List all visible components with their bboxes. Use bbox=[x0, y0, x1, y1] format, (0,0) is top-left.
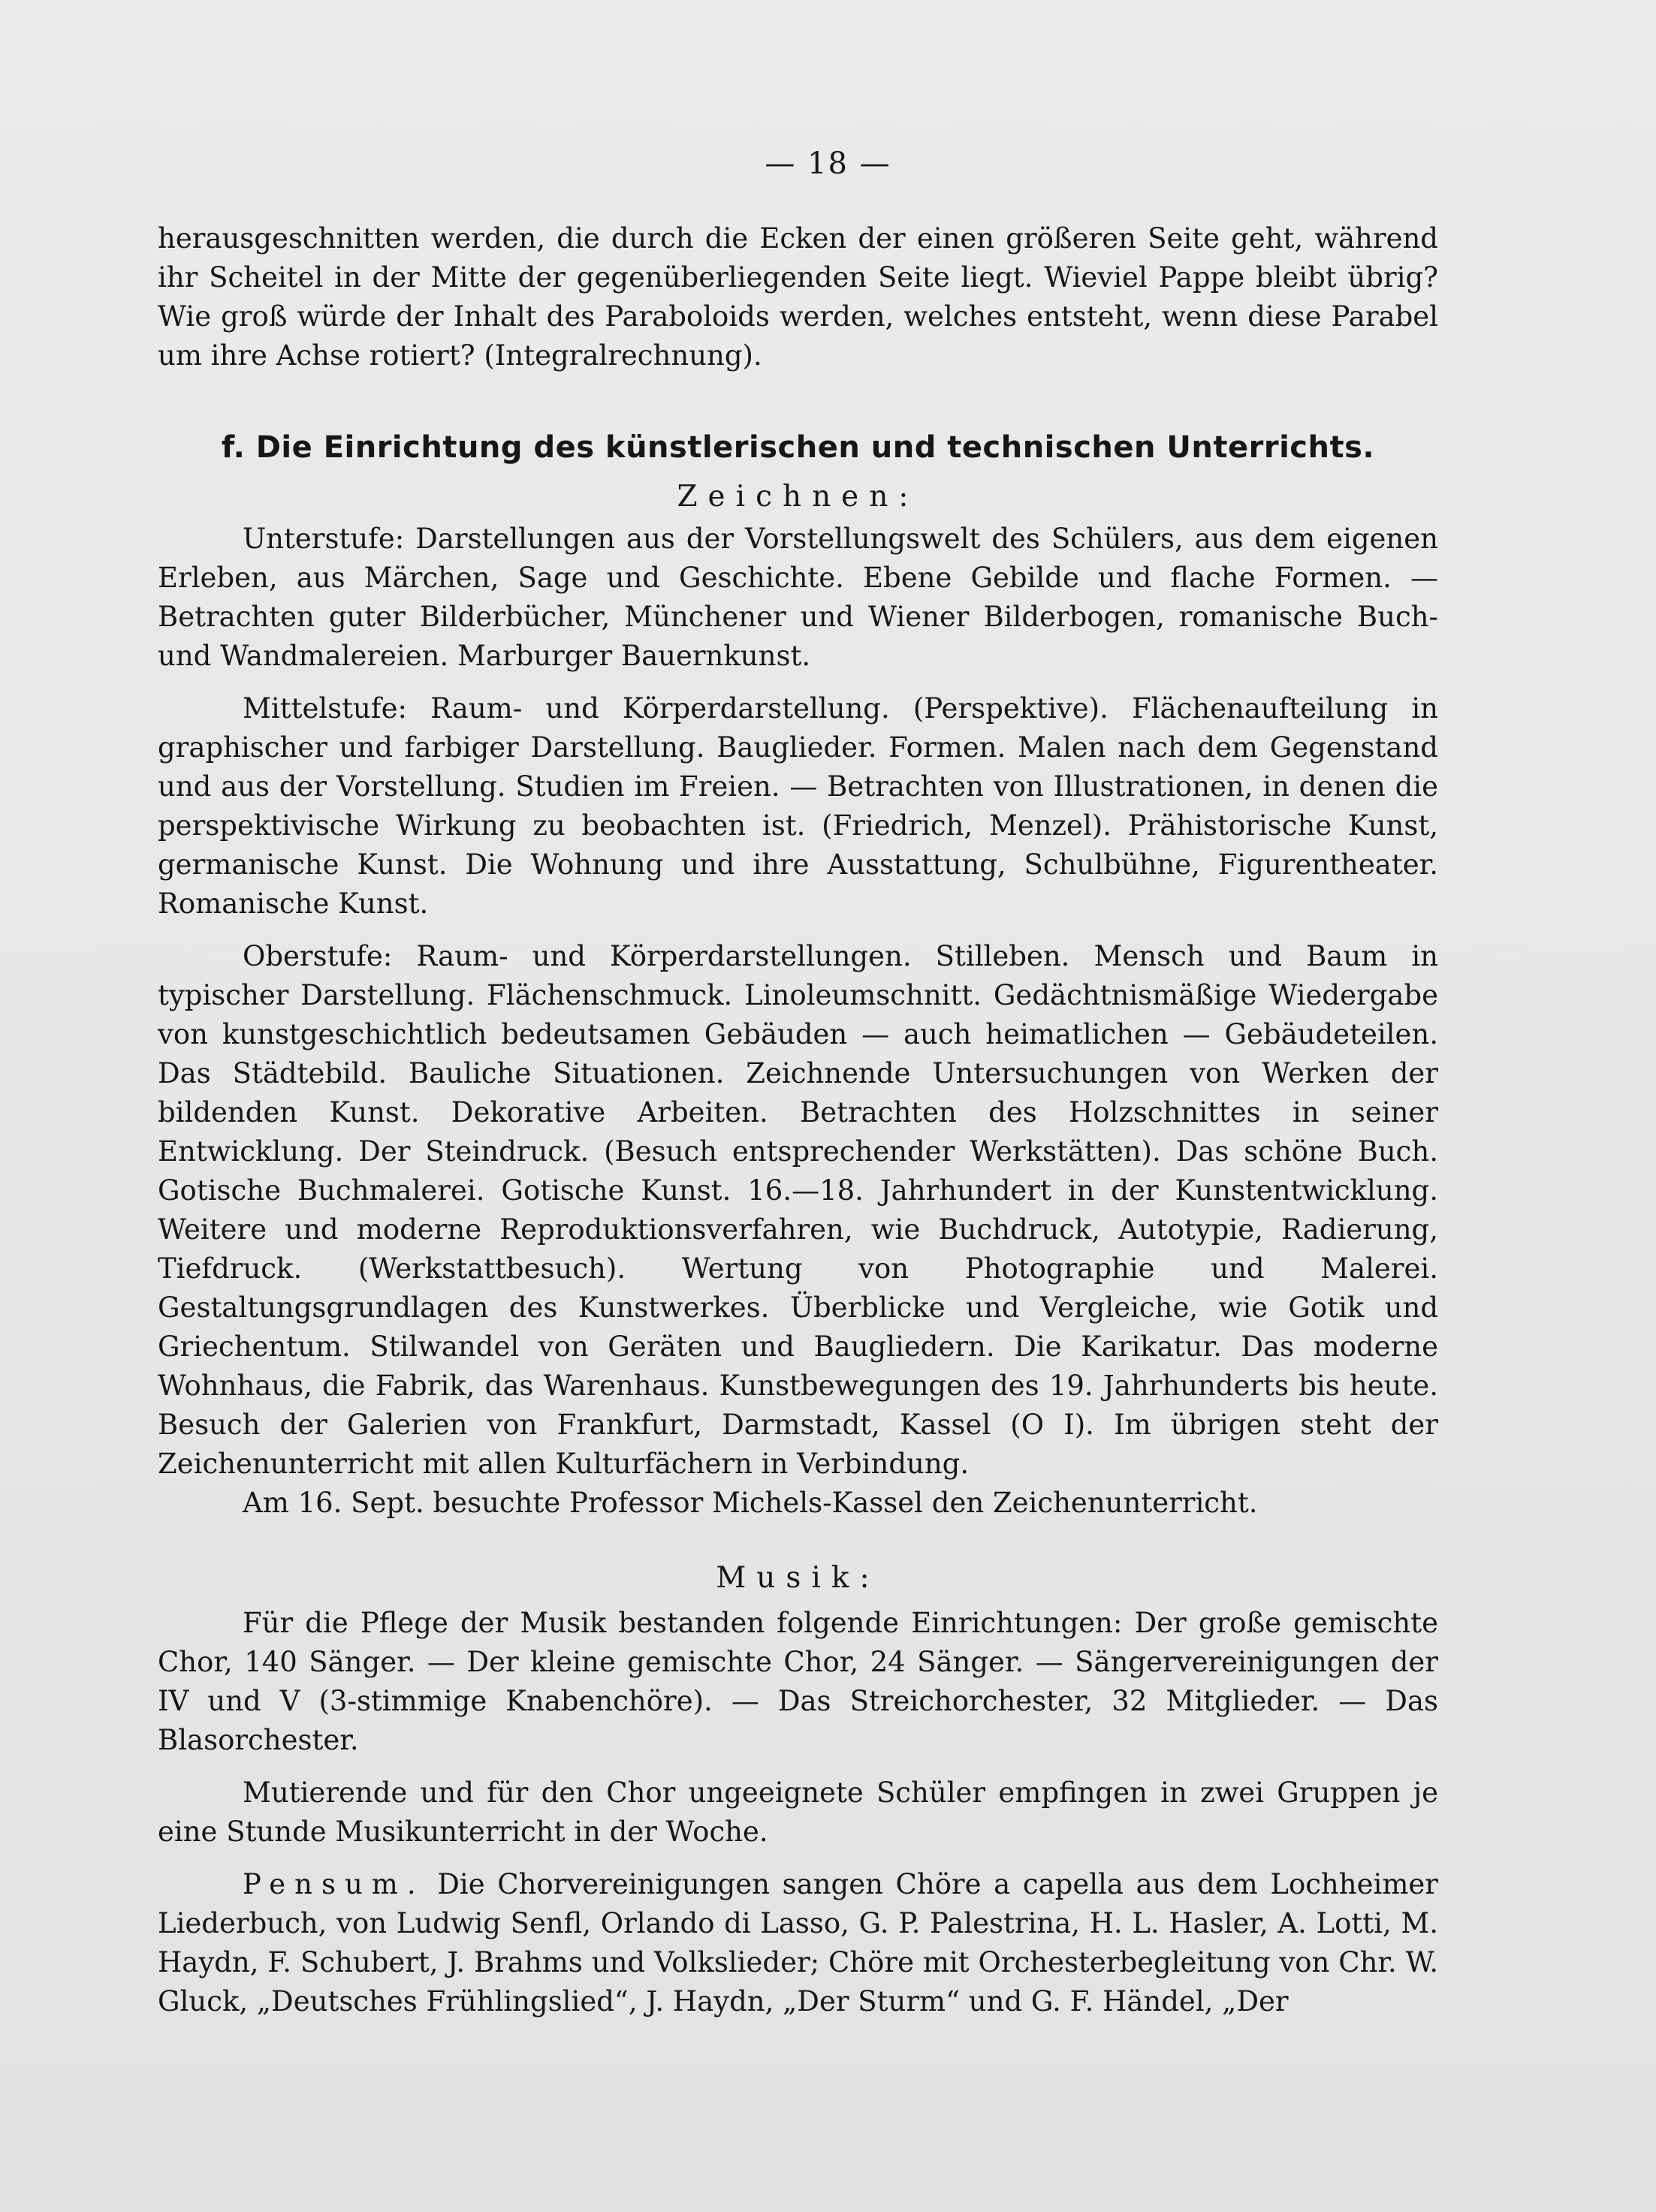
unterstufe-paragraph: Unterstufe: Darstellungen aus der Vorstellungswelt des Schülers, aus dem eigenen Erleben, aus Märchen, Sage und Geschichte. Ebene Gebilde und flache Formen. — Betrachten guter Bilderbücher, Münchener und Wiener Bilderbogen, romanische Buch- und Wandmalereien. Marburger Bauernkunst. bbox=[158, 523, 1438, 672]
musik-einrichtungen-paragraph: Für die Pflege der Musik bestanden folgende Einrichtungen: Der große gemischte Chor, 140 Sänger. — Der kleine gemischte Chor, 24 Sänger. — Sängervereinigungen der IV und V (3-stimmige Knabenchöre). — Das Streichorchester, 32 Mitglieder. — Das Blasorchester. bbox=[158, 1607, 1438, 1756]
besuch-paragraph: Am 16. Sept. besuchte Professor Michels-Kassel den Zeichenunterricht. bbox=[243, 1487, 1258, 1519]
mutierende-paragraph: Mutierende und für den Chor ungeeignete Schüler empfingen in zwei Gruppen je eine Stunde Musikunterricht in der Woche. bbox=[158, 1777, 1438, 1848]
musik-heading: Musik: bbox=[716, 1561, 880, 1595]
page-number: — 18 — bbox=[765, 146, 891, 181]
pensum-text: Die Chorvereinigungen sangen Chöre a capella aus dem Lochheimer Liederbuch, von Ludwig Senfl, Orlando di Lasso, G. P. Palestrina, H. L. Hasler, A. Lotti, M. Haydn, F. Schubert, J. Brahms und Volkslieder; Chöre mit Orchesterbegleitung von Chr. W. Gluck, „Deutsches Frühlingslied“, J. Haydn, „Der Sturm“ und G. F. Händel, „Der bbox=[158, 1868, 1438, 2018]
page-body bbox=[158, 219, 1438, 2021]
section-heading: f. Die Einrichtung des künstlerischen und technischen Unterrichts. bbox=[221, 430, 1375, 465]
pensum-label: Pensum. bbox=[243, 1868, 425, 1900]
mittelstufe-paragraph: Mittelstufe: Raum- und Körperdarstellung. (Perspektive). Flächenaufteilung in graphischer und farbiger Darstellung. Bauglieder. Formen. Malen nach dem Gegenstand und aus der Vorstellung. Studien im Freien. — Betrachten von Illustrationen, in denen die perspektivische Wirkung zu beobachten ist. (Friedrich, Menzel). Prähistorische Kunst, germanische Kunst. Die Wohnung und ihre Ausstattung, Schulbühne, Figurentheater. Romanische Kunst. bbox=[158, 692, 1438, 920]
oberstufe-paragraph: Oberstufe: Raum- und Körperdarstellungen. Stilleben. Mensch und Baum in typischer Darstellung. Flächenschmuck. Linoleumschnitt. Gedächtnismäßige Wiedergabe von kunstgeschichtlich bedeutsamen Gebäuden — auch heimatlichen — Gebäudeteilen. Das Städtebild. Bauliche Situationen. Zeichnende Untersuchungen von Werken der bildenden Kunst. Dekorative Arbeiten. Betrachten des Holzschnittes in seiner Entwicklung. Der Steindruck. (Besuch entsprechender Werkstätten). Das schöne Buch. Gotische Buchmalerei. Gotische Kunst. 16.—18. Jahrhundert in der Kunstentwicklung. Weitere und moderne Reproduktionsverfahren, wie Buchdruck, Autotypie, Radierung, Tiefdruck. (Werkstattbesuch). Wertung von Photographie und Malerei. Gestaltungsgrundlagen des Kunstwerkes. Überblicke und Vergleiche, wie Gotik und Griechentum. Stilwandel von Geräten und Baugliedern. Die Karikatur. Das moderne Wohnhaus, die Fabrik, das Warenhaus. Kunstbewegungen des 19. Jahrhunderts bis heute. Besuch der Galerien von Frankfurt, Darmstadt, Kassel (O I). Im übrigen steht der Zeichenunterricht mit allen Kulturfächern in Verbindung. bbox=[158, 940, 1438, 1480]
pensum-paragraph bbox=[158, 1865, 1438, 2021]
zeichnen-heading: Zeichnen: bbox=[677, 480, 919, 514]
intro-paragraph: herausgeschnitten werden, die durch die Ecken der einen größeren Seite geht, während ihr Scheitel in der Mitte der gegenüberliegenden Seite liegt. Wieviel Pappe bleibt übrig? Wie groß würde der Inhalt des Paraboloids werden, welches entsteht, wenn diese Parabel um ihre Achse rotiert? (Integralrechnung). bbox=[158, 222, 1438, 372]
